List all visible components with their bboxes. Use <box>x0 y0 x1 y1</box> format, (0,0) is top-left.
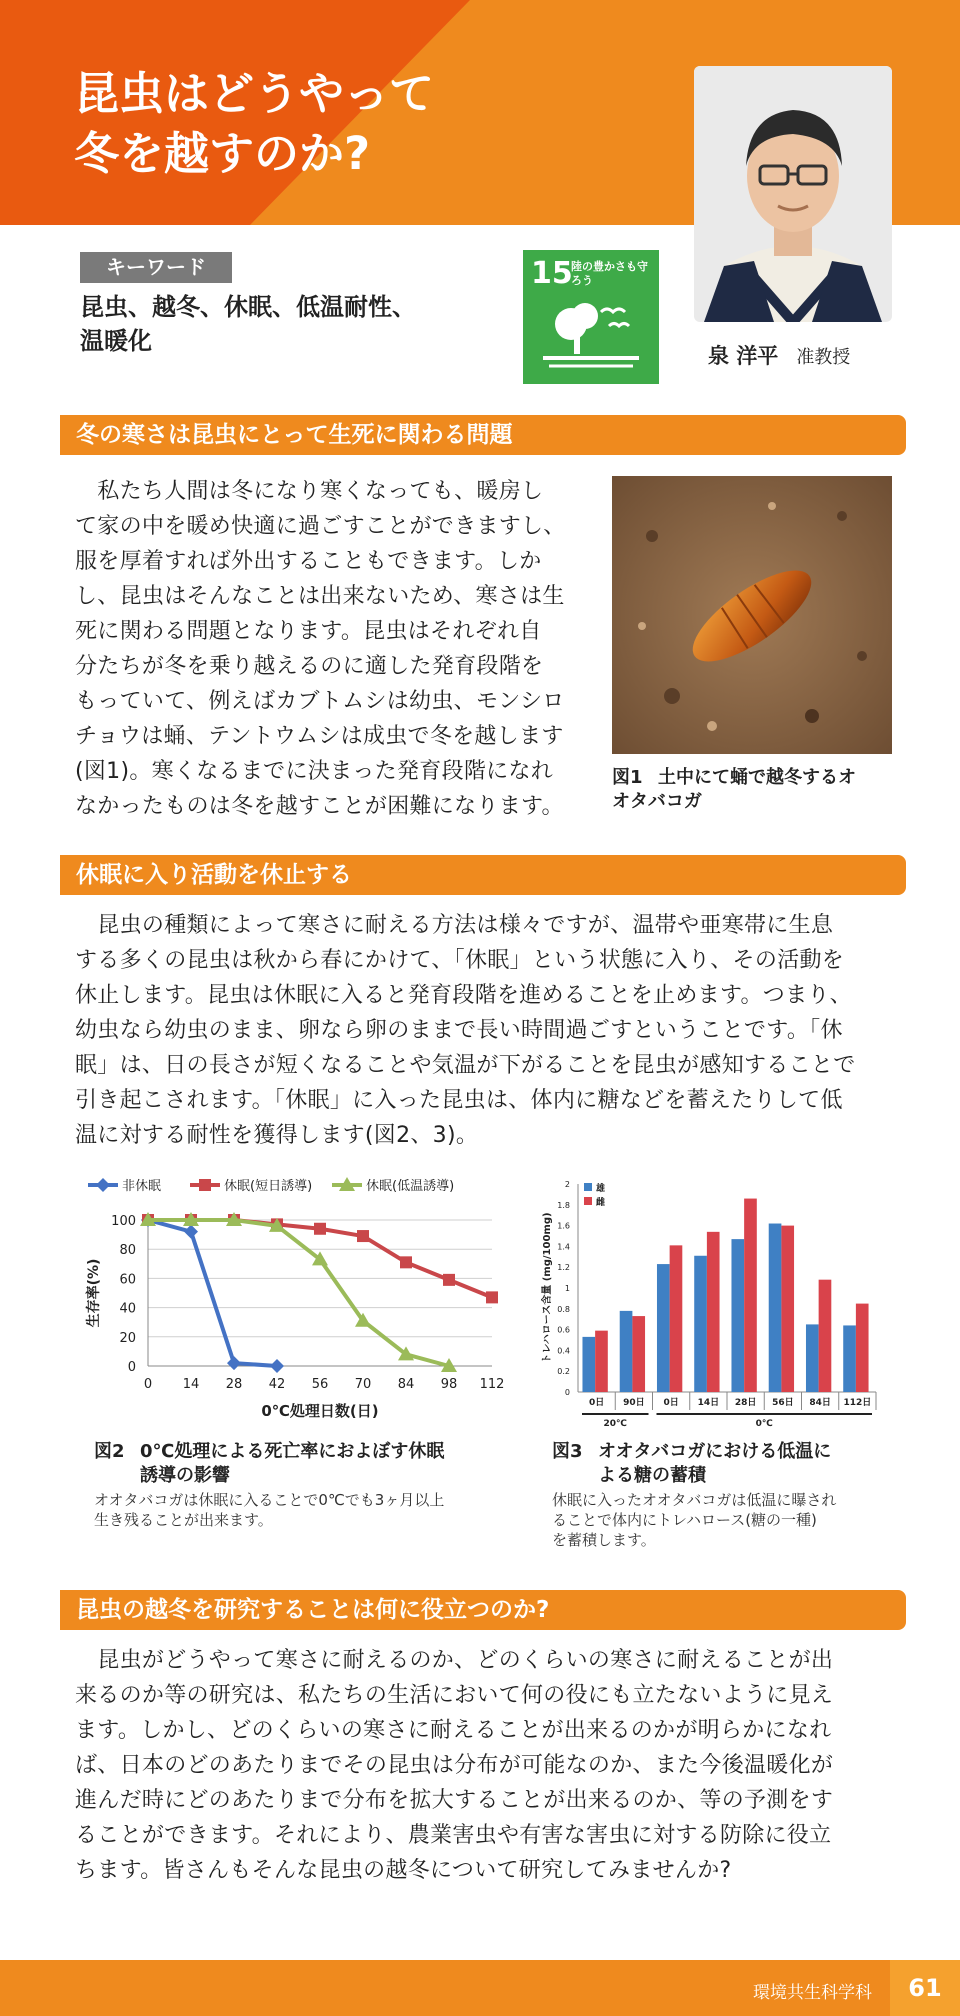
bar <box>694 1256 707 1392</box>
legend-label: 雌 <box>596 1198 606 1208</box>
x-tick-label: 0日 <box>588 1398 605 1408</box>
figure1-caption <box>612 766 902 814</box>
data-point <box>357 1230 369 1242</box>
sdg-badge <box>523 250 659 384</box>
author-rank: 准教授 <box>796 347 851 368</box>
survival-line-chart <box>82 1168 512 1430</box>
title-line-1: 昆虫はどうやって <box>74 67 435 120</box>
bar <box>769 1224 782 1392</box>
tree-icon <box>523 250 659 384</box>
figure2-note-line2: 生き残ることが出来ます。 <box>94 1511 273 1529</box>
y-tick-label: 1.6 <box>557 1221 570 1231</box>
section3-line: ちます。皆さんもそんな昆虫の越冬について研究してみませんか? <box>75 1858 732 1883</box>
keyword-line-2: 温暖化 <box>80 327 152 355</box>
figure1-caption-line1: 土中にて蛹で越冬するオ <box>658 767 856 788</box>
bar <box>620 1311 633 1392</box>
bar <box>670 1245 683 1392</box>
x-tick-label: 56 <box>311 1377 329 1392</box>
section1-line: (図1)。寒くなるまでに決まった発育段階になれ <box>75 759 554 784</box>
x-tick-label: 14 <box>182 1377 200 1392</box>
section3-heading: 昆虫の越冬を研究することは何に役立つのか? <box>60 1590 906 1630</box>
section1-line: て家の中を暖め快適に過ごすことができますし、 <box>75 514 566 539</box>
x-tick-label: 28 <box>225 1377 243 1392</box>
section2-body <box>75 908 915 1153</box>
section1-line: し、昆虫はそんなことは出来ないため、寒さは生 <box>75 584 565 609</box>
y-tick-label: 20 <box>119 1330 136 1346</box>
keyword-label: キーワード <box>80 252 232 283</box>
figure1-photo <box>612 476 892 754</box>
figure2-note-line1: オオタバコガは休眠に入ることで0℃でも3ヶ月以上 <box>94 1491 445 1509</box>
y-tick-label: 80 <box>119 1243 136 1259</box>
data-point <box>199 1179 211 1191</box>
data-point <box>227 1356 241 1370</box>
sdg-number: 15 <box>531 256 573 291</box>
x-tick-label: 56日 <box>772 1398 794 1408</box>
figure1-caption-line2: オタバコガ <box>612 791 702 812</box>
x-axis-title: 0℃処理日数(日) <box>261 1402 379 1420</box>
y-tick-label: 0.4 <box>557 1346 570 1356</box>
section2-line: 幼虫なら幼虫のまま、卵なら卵のままで長い時間過ごすということです。「休 <box>75 1018 843 1043</box>
y-tick-label: 0 <box>127 1360 136 1375</box>
legend-swatch <box>584 1197 592 1205</box>
figure3-note-line2: ることで体内にトレハロース(糖の一種) <box>552 1511 817 1529</box>
x-tick-label: 90日 <box>623 1398 645 1408</box>
section2-heading: 休眠に入り活動を休止する <box>60 855 906 895</box>
department-name: 環境共生科学科 <box>753 1983 872 2003</box>
legend-swatch <box>584 1183 592 1191</box>
section3-line: 進んだ時にどのあたりまで分布を拡大することが出来るのか、等の予測をす <box>75 1788 834 1813</box>
section2-line: 昆虫の種類によって寒さに耐える方法は様々ですが、温帯や亜寒帯に生息 <box>75 913 834 938</box>
bar <box>595 1331 608 1392</box>
bar <box>843 1325 856 1392</box>
figure3-note-line1: 休眠に入ったオオタバコガは低温に曝され <box>552 1491 837 1509</box>
y-axis-title: トレハロース含量 (mg/100mg) <box>542 1212 553 1364</box>
figure3-caption-line2: よる糖の蓄積 <box>598 1465 706 1486</box>
section3-line: 来るのか等の研究は、私たちの生活において何の役にも立たないように見え <box>75 1683 834 1708</box>
y-tick-label: 0.6 <box>557 1325 570 1335</box>
x-tick-label: 84日 <box>809 1398 831 1408</box>
section3-line: ることができます。それにより、農業害虫や有害な害虫に対する防除に役立 <box>75 1823 832 1848</box>
trehalose-bar-chart <box>538 1178 888 1430</box>
y-tick-label: 2 <box>564 1180 570 1189</box>
bar <box>819 1280 832 1392</box>
x-tick-label: 28日 <box>734 1398 757 1408</box>
y-tick-label: 0.2 <box>557 1367 570 1377</box>
legend-label: 雄 <box>596 1184 606 1194</box>
group-label: 0℃ <box>755 1419 773 1429</box>
section2-line: 眠」は、日の長さが短くなることや気温が下がることを昆虫が感知することで <box>75 1053 856 1078</box>
legend-label: 休眠(低温誘導) <box>366 1179 455 1194</box>
section1-line: 私たち人間は冬になり寒くなっても、暖房し <box>75 479 544 504</box>
data-point <box>443 1274 455 1286</box>
y-tick-label: 1.4 <box>557 1242 570 1252</box>
y-tick-label: 0.8 <box>557 1304 570 1314</box>
y-axis-title: 生存率(%) <box>86 1258 102 1328</box>
section3-line: ます。しかし、どのくらいの寒さに耐えることが出来るのかが明らかになれ <box>75 1718 832 1743</box>
y-tick-label: 100 <box>111 1214 136 1229</box>
bar <box>781 1226 794 1392</box>
y-tick-label: 1.2 <box>557 1263 570 1273</box>
figure1-number: 図1 <box>612 767 643 788</box>
x-tick-label: 14日 <box>697 1398 720 1408</box>
page-number: 61 <box>890 1960 960 2016</box>
sdg-text: 陸の豊かさも守ろう <box>571 260 648 287</box>
section1-line: なかったものは冬を越すことが困難になります。 <box>75 794 564 819</box>
figure3-note-line3: を蓄積します。 <box>552 1531 656 1549</box>
author-info <box>708 340 850 370</box>
section1-line: 服を厚着すれば外出することもできます。しか <box>75 549 542 574</box>
section1-body <box>75 474 605 824</box>
author-name: 泉 洋平 <box>708 344 779 368</box>
section1-line: 分たちが冬を乗り越えるのに適した発育段階を <box>75 654 544 679</box>
y-tick-label: 1.8 <box>557 1200 570 1210</box>
section1-line: もっていて、例えばカブトムシは幼虫、モンシロ <box>75 689 565 714</box>
bar <box>744 1199 757 1392</box>
figure2-caption-line1: 0℃処理による死亡率におよぼす休眠 <box>140 1441 445 1462</box>
section2-line: 引き起こされます。「休眠」に入った昆虫は、体内に糖などを蓄えたりして低 <box>75 1088 843 1113</box>
section1-line: チョウは蛹、テントウムシは成虫で冬を越します <box>75 724 564 749</box>
y-tick-label: 40 <box>119 1301 136 1317</box>
bar <box>856 1304 869 1392</box>
bar <box>632 1316 645 1392</box>
x-tick-label: 0 <box>143 1377 153 1392</box>
data-point <box>184 1225 198 1239</box>
group-label: 20℃ <box>603 1419 627 1429</box>
footer-bar <box>0 1960 960 2016</box>
section1-heading: 冬の寒さは昆虫にとって生死に関わる問題 <box>60 415 906 455</box>
figure2-note <box>94 1490 514 1530</box>
title-line-2: 冬を越すのか? <box>74 127 371 180</box>
series-line <box>148 1220 277 1366</box>
section3-line: ば、日本のどのあたりまでその昆虫は分布が可能なのか、また今後温暖化が <box>75 1753 834 1778</box>
section2-line: する多くの昆虫は秋から春にかけて、「休眠」という状態に入り、その活動を <box>75 948 845 973</box>
section2-line: 休止します。昆虫は休眠に入ると発育段階を進めることを止めます。つまり、 <box>75 983 852 1008</box>
x-tick-label: 98 <box>440 1377 458 1392</box>
y-tick-label: 60 <box>119 1272 136 1288</box>
keyword-list <box>80 290 460 358</box>
page-title <box>74 64 434 184</box>
data-point <box>270 1359 284 1373</box>
data-point <box>486 1291 498 1303</box>
section3-body <box>75 1643 915 1888</box>
data-point <box>400 1256 412 1268</box>
figure3-caption <box>552 1440 892 1488</box>
bar <box>707 1232 720 1392</box>
section2-line: 温に対する耐性を獲得します(図2、3)。 <box>75 1123 479 1148</box>
section1-line: 死に関わる問題となります。昆虫はそれぞれ自 <box>75 619 542 644</box>
y-tick-label: 1 <box>564 1284 570 1293</box>
data-point <box>96 1178 110 1192</box>
x-tick-label: 84 <box>397 1377 415 1392</box>
data-point <box>314 1223 326 1235</box>
x-tick-label: 112日 <box>843 1398 872 1408</box>
figure2-caption <box>94 1440 514 1488</box>
bar <box>731 1239 744 1392</box>
bar <box>657 1264 670 1392</box>
keyword-line-1: 昆虫、越冬、休眠、低温耐性、 <box>80 293 416 321</box>
figure3-note <box>552 1490 872 1550</box>
y-tick-label: 0 <box>564 1388 570 1397</box>
figure3-number: 図3 <box>552 1441 583 1462</box>
figure3-caption-line1: オオタバコガにおける低温に <box>598 1441 832 1462</box>
author-photo <box>694 66 892 322</box>
x-tick-label: 70 <box>354 1377 372 1392</box>
bar <box>582 1337 595 1392</box>
legend-label: 非休眠 <box>122 1179 162 1194</box>
x-tick-label: 112 <box>479 1377 505 1392</box>
figure2-number: 図2 <box>94 1441 125 1462</box>
legend-label: 休眠(短日誘導) <box>224 1179 313 1194</box>
figure2-caption-line2: 誘導の影響 <box>140 1465 230 1486</box>
section3-line: 昆虫がどうやって寒さに耐えるのか、どのくらいの寒さに耐えることが出 <box>75 1648 834 1673</box>
x-tick-label: 42 <box>268 1377 286 1392</box>
x-tick-label: 0日 <box>663 1398 679 1408</box>
bar <box>806 1324 819 1392</box>
